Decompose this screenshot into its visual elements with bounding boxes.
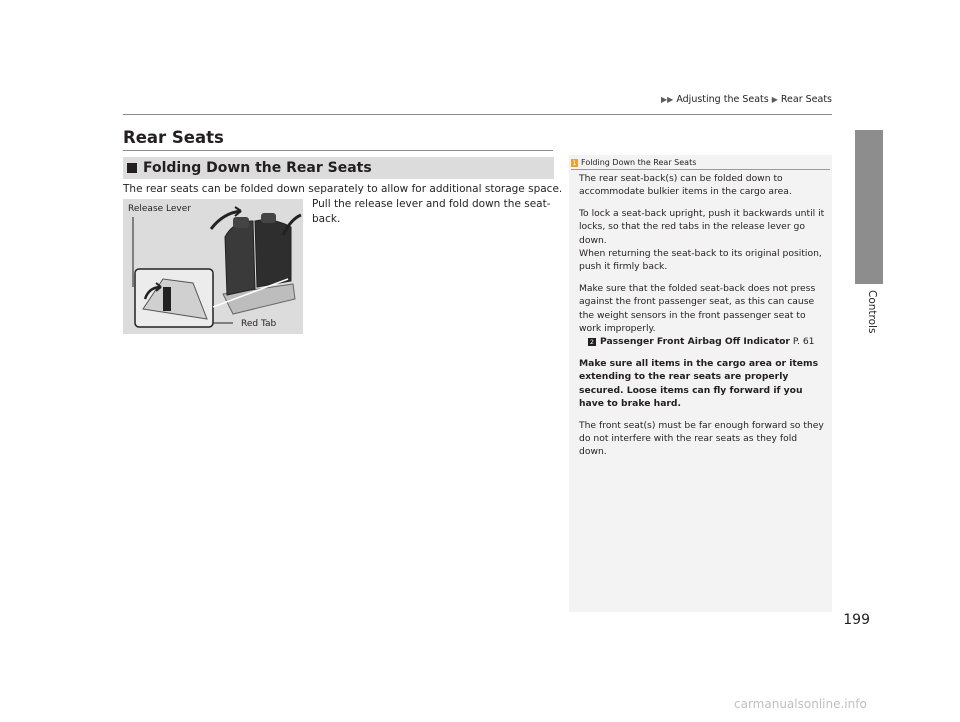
instruction-text: Pull the release lever and fold down the seat-back. bbox=[312, 198, 551, 225]
intro-text: The rear seats can be folded down separately to allow for additional storage space. bbox=[123, 183, 563, 195]
chapter-label: Controls bbox=[866, 290, 878, 334]
reference-title[interactable]: Passenger Front Airbag Off Indicator bbox=[600, 336, 790, 348]
warning-text: Make sure all items in the cargo area or items extending to the rear seats are properly secured. Loose items can fly forward if you have to brake hard. bbox=[579, 357, 819, 410]
note-divider bbox=[571, 169, 830, 170]
title-divider bbox=[123, 150, 553, 151]
note-text: When returning the seat-back to its original position, push it firmly back. bbox=[579, 248, 822, 273]
breadcrumb-item-adjusting-seats[interactable]: Adjusting the Seats bbox=[676, 94, 769, 105]
section-heading bbox=[123, 157, 554, 179]
square-bullet-icon bbox=[127, 163, 137, 173]
note-header bbox=[571, 156, 830, 169]
cross-reference[interactable] bbox=[579, 336, 815, 347]
rear-seat-drawing bbox=[123, 199, 303, 334]
note-paragraph: The front seat(s) must be far enough forward so they do not interfere with the rear seats as they fold down. bbox=[579, 419, 824, 458]
note-title: Folding Down the Rear Seats bbox=[581, 158, 697, 167]
breadcrumb-arrow-icon: ▶ bbox=[771, 95, 778, 104]
release-lever-label: Release Lever bbox=[128, 204, 191, 214]
red-tab-label: Red Tab bbox=[241, 319, 277, 329]
note-paragraph bbox=[579, 207, 827, 274]
note-text: Make sure that the folded seat-back does not press against the front passenger seat, as this can cause the weight sensors in the front passenger seat to work improperly. bbox=[579, 282, 816, 335]
reference-arrow-icon: 2 bbox=[589, 338, 595, 347]
breadcrumb bbox=[0, 94, 832, 105]
breadcrumb-arrow-icon: ▶▶ bbox=[661, 95, 674, 104]
note-paragraph bbox=[579, 282, 827, 349]
note-text: To lock a seat-back upright, push it backwards until it locks, so that the red tabs in the release lever go down. bbox=[579, 207, 825, 246]
note-number-badge: 1 bbox=[572, 158, 577, 167]
breadcrumb-item-rear-seats[interactable]: Rear Seats bbox=[780, 94, 832, 105]
page-number: 199 bbox=[843, 612, 870, 628]
section-title: Folding Down the Rear Seats bbox=[143, 160, 372, 176]
rear-seat-illustration bbox=[123, 199, 303, 334]
chapter-tab bbox=[855, 130, 883, 284]
note-paragraph: The rear seat-back(s) can be folded down to accommodate bulkier items in the cargo area. bbox=[579, 173, 792, 198]
note-body bbox=[579, 172, 827, 467]
watermark: carmanualsonline.info bbox=[734, 697, 867, 711]
reference-page[interactable]: P. 61 bbox=[792, 336, 815, 348]
header-divider bbox=[123, 114, 832, 115]
page-title: Rear Seats bbox=[123, 128, 224, 147]
